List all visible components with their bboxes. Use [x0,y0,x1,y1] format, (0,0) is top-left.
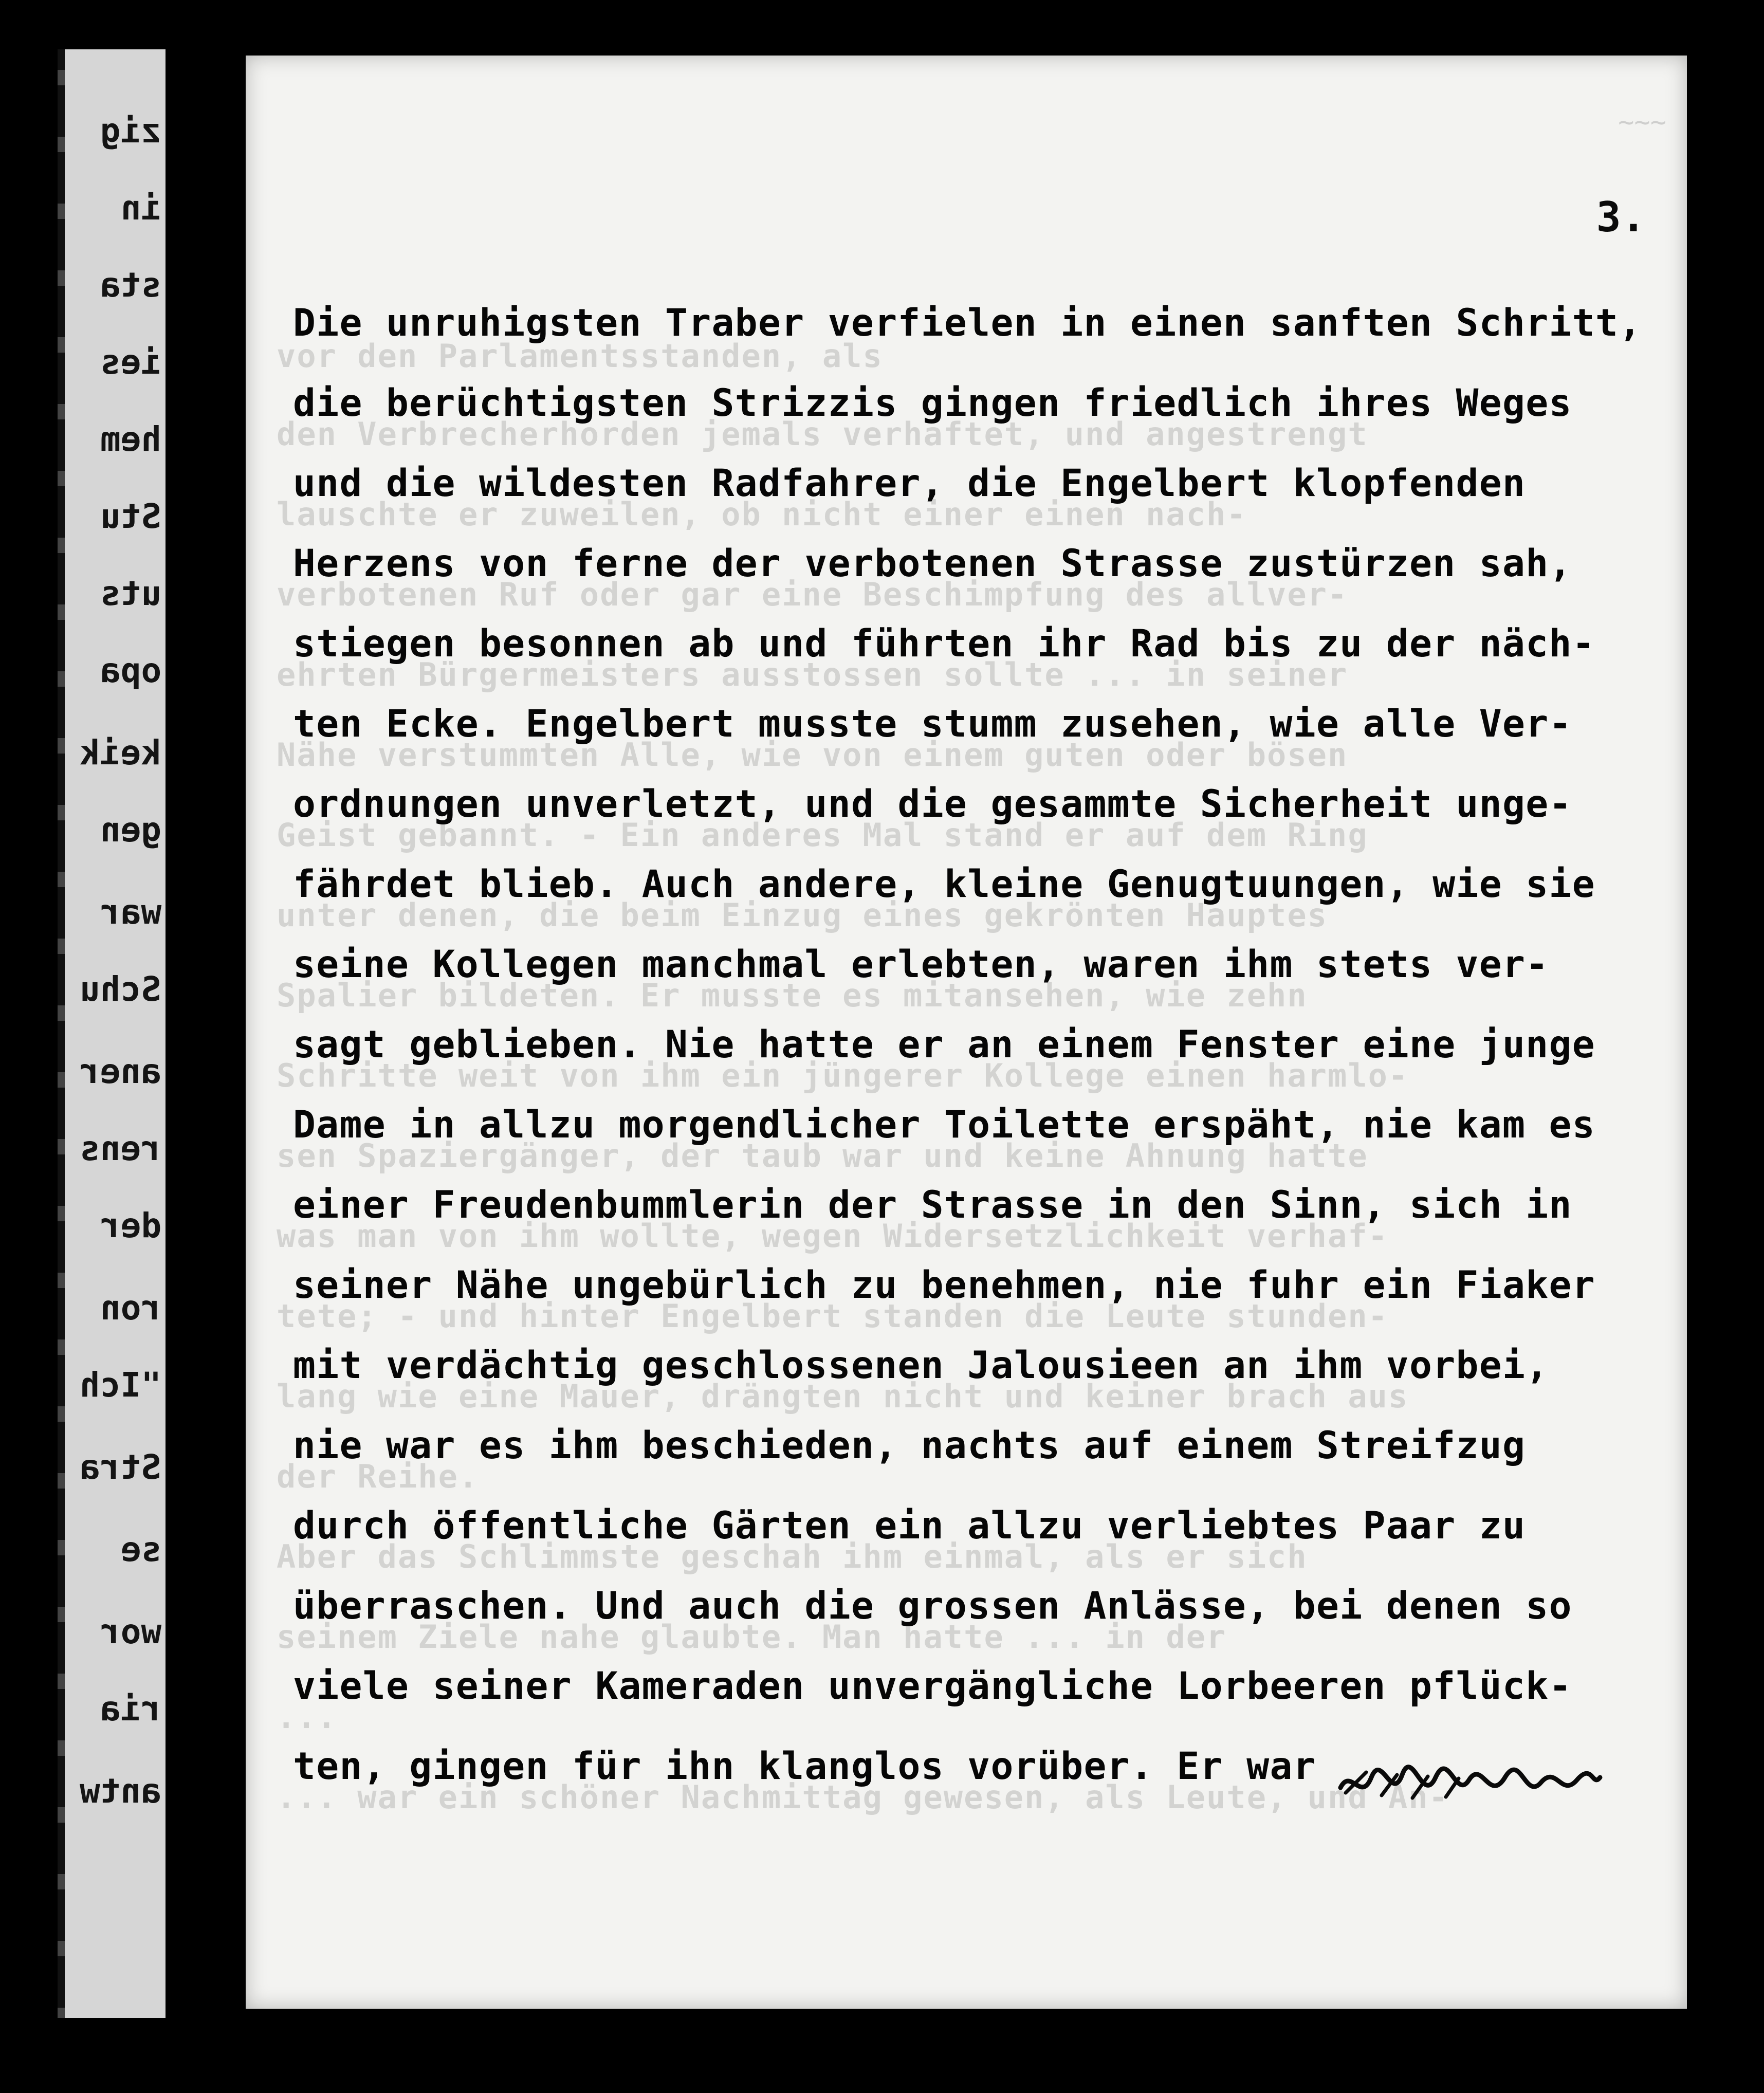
text-line: sagt geblieben. Nie hatte er an einem Fenster eine junge [293,1023,1595,1067]
fragment-line: opa [100,651,161,690]
text-line: seiner Nähe ungebürlich zu benehmen, nie fuhr ein Fiaker [293,1263,1595,1307]
fragment-line: ron [100,1288,161,1328]
scribble-stroke [1340,1767,1600,1788]
text-line: die berüchtigsten Strizzis gingen friedlich ihres Weges [293,381,1572,425]
show-through-line: sen Spaziergänger, der taub war und keine Ahnung hatte [277,1137,1368,1174]
fragment-line: rens [80,1129,161,1168]
fragment-line: ria [100,1689,161,1729]
show-through-line: seinem Ziele nahe glaubte. Man hatte ... in der [277,1618,1227,1656]
text-line: Dame in allzu morgendlicher Toilette erspäht, nie kam es [293,1103,1595,1147]
text-line: Herzens von ferne der verbotenen Strasse zustürzen sah, [293,542,1572,585]
typed-text [246,56,1687,2009]
fragment-line: gen [100,810,161,850]
show-through-line: ehrten Bürgermeisters ausstossen sollte ... in seiner [277,656,1348,693]
show-through-line: Spalier bildeten. Er musste es mitansehen, wie zehn [277,977,1308,1014]
handwritten-scribble [1335,1752,1603,1813]
page-number: 3. [1596,193,1646,241]
show-through-line: tete; - und hinter Engelbert standen die Leute stunden- [277,1297,1388,1335]
fragment-line: Stu [100,497,161,536]
fragment-line: der [100,1206,161,1245]
facing-page-edge [58,49,166,2018]
text-line: stiegen besonnen ab und führten ihr Rad bis zu der näch- [293,622,1595,666]
text-line: nie war es ihm beschieden, nachts auf einem Streifzug [293,1424,1526,1467]
show-through-line: ... [277,1698,337,1736]
show-through-line: Geist gebannt. - Ein anderes Mal stand er auf dem Ring [277,816,1368,854]
fragment-line: zig [100,111,161,151]
fragment-line: antw [80,1771,161,1811]
show-through-line: Aber das Schlimmste geschah ihm einmal, als er sich [277,1538,1308,1575]
text-line: durch öffentliche Gärten ein allzu verliebtes Paar zu [293,1504,1526,1548]
text-line: und die wildesten Radfahrer, die Engelbert klopfenden [293,462,1526,505]
show-through-line: Schritte weit von ihm ein jüngerer Kollege einen harmlo- [277,1057,1409,1094]
show-through-line: lauschte er zuweilen, ob nicht einer einen nach- [277,495,1247,533]
text-line: ten Ecke. Engelbert musste stumm zusehen, wie alle Ver- [293,702,1572,746]
show-through-line: was man von ihm wollte, wegen Widersetzlichkeit verhaf- [277,1217,1388,1255]
fragment-line: ies [100,342,161,382]
typed-page [246,56,1687,2009]
show-through-line: der Reihe. [277,1458,479,1495]
show-through-line: verbotenen Ruf oder gar eine Beschimpfung des allver- [277,576,1348,613]
text-line: Die unruhigsten Traber verfielen in einen sanften Schritt, [293,301,1642,345]
show-through-line: Nähe verstummten Alle, wie von einem guten oder bösen [277,736,1348,774]
text-line: überraschen. Und auch die grossen Anlässe, bei denen so [293,1584,1572,1628]
show-through-line: ... war ein schöner Nachmittag gewesen, als Leute, und An- [277,1778,1449,1816]
fragment-line: wor [100,1612,161,1651]
show-through-line: lang wie eine Mauer, drängten nicht und keiner brach aus [277,1378,1409,1415]
show-through-line: unter denen, die beim Einzug eines gekrönten Hauptes [277,896,1328,934]
fragment-line: in [120,188,161,228]
faint-corner-mark: ~~~ [1618,107,1666,138]
show-through-line: den Verbrecherhorden jemals verhaftet, und angestrengt [277,415,1368,453]
fragment-line: sta [100,265,161,305]
fragment-line: hem [100,419,161,459]
fragment-line: war [100,892,161,932]
fragment-line: "Ich [80,1365,161,1405]
text-line: seine Kollegen manchmal erlebten, waren ihm stets ver- [293,943,1549,986]
fragment-line: keik [80,733,161,773]
fragment-line: se [120,1530,161,1569]
fragment-line: Stra [80,1447,161,1487]
fragment-line: aner [80,1052,161,1091]
text-line: einer Freudenbummlerin der Strasse in den Sinn, sich in [293,1183,1572,1227]
show-through-line: vor den Parlamentsstanden, als [277,337,883,375]
text-line: ten, gingen für ihn klanglos vorüber. Er war [293,1745,1316,1788]
text-line: ordnungen unverletzt, und die gesammte Sicherheit unge- [293,782,1572,826]
text-line: mit verdächtig geschlossenen Jalousieen an ihm vorbei, [293,1344,1549,1387]
fragment-line: Schu [80,969,161,1009]
text-line: viele seiner Kameraden unvergängliche Lorbeeren pflück- [293,1664,1572,1708]
facing-page-fragments [58,49,166,2018]
text-line: fährdet blieb. Auch andere, kleine Genugtuungen, wie sie [293,862,1595,906]
fragment-line: uts [100,574,161,613]
